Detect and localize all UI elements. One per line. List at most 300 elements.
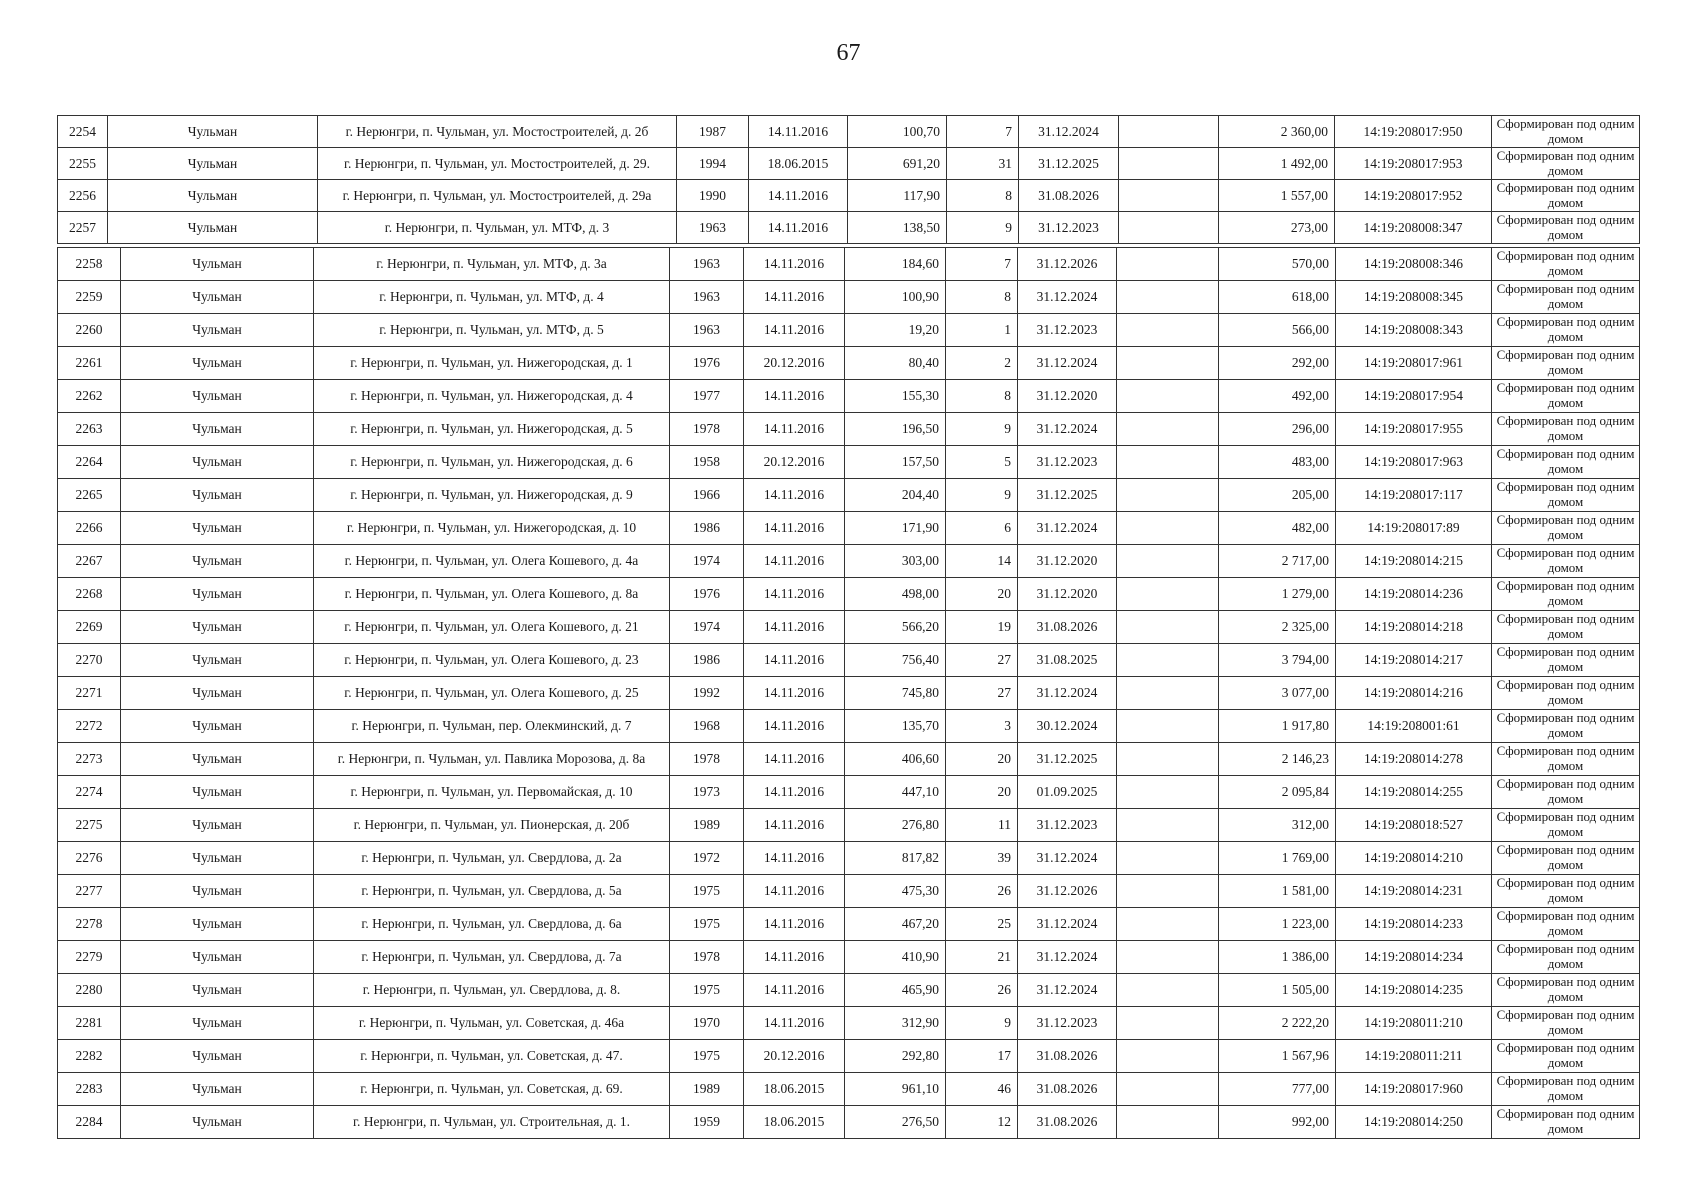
status-cell: Сформирован под одним домом xyxy=(1492,1040,1640,1073)
settlement-cell: Чульман xyxy=(121,512,314,545)
deadline-date-cell: 31.12.2024 xyxy=(1019,116,1119,148)
amount-cell: 1 567,96 xyxy=(1219,1040,1336,1073)
address-cell: г. Нерюнгри, п. Чульман, ул. Олега Кошевого, д. 8а xyxy=(314,578,670,611)
amount-cell: 1 581,00 xyxy=(1219,875,1336,908)
area-cell: 276,50 xyxy=(845,1106,946,1139)
count-cell: 9 xyxy=(946,479,1018,512)
count-cell: 1 xyxy=(946,314,1018,347)
date-cell: 14.11.2016 xyxy=(744,677,845,710)
deadline-date-cell: 31.12.2024 xyxy=(1018,677,1117,710)
amount-cell: 566,00 xyxy=(1219,314,1336,347)
empty-cell xyxy=(1117,743,1219,776)
address-cell: г. Нерюнгри, п. Чульман, ул. Павлика Морозова, д. 8а xyxy=(314,743,670,776)
settlement-cell: Чульман xyxy=(121,1073,314,1106)
registry-table-bottom xyxy=(57,247,1640,1139)
empty-cell xyxy=(1119,116,1219,148)
date-cell: 14.11.2016 xyxy=(744,1007,845,1040)
empty-cell xyxy=(1117,248,1219,281)
cadastral-number-cell: 14:19:208014:235 xyxy=(1336,974,1492,1007)
row-number: 2254 xyxy=(58,116,108,148)
area-cell: 80,40 xyxy=(845,347,946,380)
row-number: 2263 xyxy=(58,413,121,446)
status-cell: Сформирован под одним домом xyxy=(1492,212,1640,244)
area-cell: 312,90 xyxy=(845,1007,946,1040)
deadline-date-cell: 31.12.2020 xyxy=(1018,578,1117,611)
settlement-cell: Чульман xyxy=(121,380,314,413)
date-cell: 14.11.2016 xyxy=(744,710,845,743)
amount-cell: 570,00 xyxy=(1219,248,1336,281)
table-body-top xyxy=(58,116,1640,244)
area-cell: 196,50 xyxy=(845,413,946,446)
empty-cell xyxy=(1117,446,1219,479)
status-cell: Сформирован под одним домом xyxy=(1492,842,1640,875)
count-cell: 8 xyxy=(947,180,1019,212)
settlement-cell: Чульман xyxy=(121,479,314,512)
settlement-cell: Чульман xyxy=(121,644,314,677)
amount-cell: 2 222,20 xyxy=(1219,1007,1336,1040)
row-number: 2265 xyxy=(58,479,121,512)
registry-table-top xyxy=(57,115,1640,244)
date-cell: 14.11.2016 xyxy=(749,116,848,148)
deadline-date-cell: 31.12.2024 xyxy=(1018,347,1117,380)
address-cell: г. Нерюнгри, п. Чульман, ул. Мостостроителей, д. 29а xyxy=(318,180,677,212)
build-year-cell: 1968 xyxy=(670,710,744,743)
table-row xyxy=(58,578,1640,611)
cadastral-number-cell: 14:19:208014:234 xyxy=(1336,941,1492,974)
build-year-cell: 1963 xyxy=(670,248,744,281)
area-cell: 406,60 xyxy=(845,743,946,776)
address-cell: г. Нерюнгри, п. Чульман, ул. Свердлова, д. 2а xyxy=(314,842,670,875)
date-cell: 14.11.2016 xyxy=(744,842,845,875)
empty-cell xyxy=(1119,180,1219,212)
table-row xyxy=(58,413,1640,446)
deadline-date-cell: 31.12.2025 xyxy=(1018,479,1117,512)
date-cell: 14.11.2016 xyxy=(744,644,845,677)
table-row xyxy=(58,842,1640,875)
address-cell: г. Нерюнгри, п. Чульман, ул. Олега Кошевого, д. 23 xyxy=(314,644,670,677)
empty-cell xyxy=(1117,644,1219,677)
status-cell: Сформирован под одним домом xyxy=(1492,1073,1640,1106)
settlement-cell: Чульман xyxy=(121,974,314,1007)
count-cell: 8 xyxy=(946,380,1018,413)
address-cell: г. Нерюнгри, п. Чульман, ул. Олега Кошевого, д. 4а xyxy=(314,545,670,578)
address-cell: г. Нерюнгри, п. Чульман, ул. Олега Кошевого, д. 25 xyxy=(314,677,670,710)
count-cell: 9 xyxy=(946,413,1018,446)
address-cell: г. Нерюнгри, п. Чульман, ул. Свердлова, д. 8. xyxy=(314,974,670,1007)
build-year-cell: 1966 xyxy=(670,479,744,512)
date-cell: 14.11.2016 xyxy=(744,809,845,842)
count-cell: 26 xyxy=(946,974,1018,1007)
area-cell: 961,10 xyxy=(845,1073,946,1106)
empty-cell xyxy=(1117,545,1219,578)
date-cell: 14.11.2016 xyxy=(744,743,845,776)
area-cell: 303,00 xyxy=(845,545,946,578)
table-row xyxy=(58,180,1640,212)
count-cell: 26 xyxy=(946,875,1018,908)
page-number: 67 xyxy=(836,40,861,66)
deadline-date-cell: 31.12.2026 xyxy=(1018,875,1117,908)
cadastral-number-cell: 14:19:208017:961 xyxy=(1336,347,1492,380)
row-number: 2276 xyxy=(58,842,121,875)
date-cell: 14.11.2016 xyxy=(744,479,845,512)
address-cell: г. Нерюнгри, п. Чульман, пер. Олекминский, д. 7 xyxy=(314,710,670,743)
count-cell: 31 xyxy=(947,148,1019,180)
amount-cell: 483,00 xyxy=(1219,446,1336,479)
status-cell: Сформирован под одним домом xyxy=(1492,479,1640,512)
table-row xyxy=(58,809,1640,842)
amount-cell: 777,00 xyxy=(1219,1073,1336,1106)
count-cell: 7 xyxy=(947,116,1019,148)
build-year-cell: 1975 xyxy=(670,974,744,1007)
status-cell: Сформирован под одним домом xyxy=(1492,644,1640,677)
area-cell: 19,20 xyxy=(845,314,946,347)
address-cell: г. Нерюнгри, п. Чульман, ул. Свердлова, д. 7а xyxy=(314,941,670,974)
count-cell: 9 xyxy=(947,212,1019,244)
settlement-cell: Чульман xyxy=(108,212,318,244)
area-cell: 171,90 xyxy=(845,512,946,545)
deadline-date-cell: 31.12.2023 xyxy=(1018,1007,1117,1040)
cadastral-number-cell: 14:19:208017:960 xyxy=(1336,1073,1492,1106)
date-cell: 20.12.2016 xyxy=(744,446,845,479)
build-year-cell: 1975 xyxy=(670,908,744,941)
build-year-cell: 1963 xyxy=(677,212,749,244)
date-cell: 14.11.2016 xyxy=(744,974,845,1007)
deadline-date-cell: 31.12.2024 xyxy=(1018,413,1117,446)
status-cell: Сформирован под одним домом xyxy=(1492,116,1640,148)
address-cell: г. Нерюнгри, п. Чульман, ул. Свердлова, д. 5а xyxy=(314,875,670,908)
amount-cell: 1 223,00 xyxy=(1219,908,1336,941)
amount-cell: 492,00 xyxy=(1219,380,1336,413)
settlement-cell: Чульман xyxy=(121,281,314,314)
cadastral-number-cell: 14:19:208018:527 xyxy=(1336,809,1492,842)
cadastral-number-cell: 14:19:208014:233 xyxy=(1336,908,1492,941)
amount-cell: 2 360,00 xyxy=(1219,116,1335,148)
row-number: 2257 xyxy=(58,212,108,244)
area-cell: 410,90 xyxy=(845,941,946,974)
date-cell: 14.11.2016 xyxy=(744,578,845,611)
empty-cell xyxy=(1117,1007,1219,1040)
deadline-date-cell: 31.12.2024 xyxy=(1018,512,1117,545)
build-year-cell: 1973 xyxy=(670,776,744,809)
count-cell: 25 xyxy=(946,908,1018,941)
count-cell: 2 xyxy=(946,347,1018,380)
empty-cell xyxy=(1117,974,1219,1007)
deadline-date-cell: 31.12.2020 xyxy=(1018,380,1117,413)
cadastral-number-cell: 14:19:208011:210 xyxy=(1336,1007,1492,1040)
status-cell: Сформирован под одним домом xyxy=(1492,611,1640,644)
count-cell: 20 xyxy=(946,578,1018,611)
date-cell: 20.12.2016 xyxy=(744,1040,845,1073)
status-cell: Сформирован под одним домом xyxy=(1492,875,1640,908)
table-row xyxy=(58,148,1640,180)
deadline-date-cell: 31.08.2026 xyxy=(1018,1040,1117,1073)
settlement-cell: Чульман xyxy=(121,743,314,776)
empty-cell xyxy=(1117,710,1219,743)
table-row xyxy=(58,314,1640,347)
table-row xyxy=(58,743,1640,776)
cadastral-number-cell: 14:19:208014:250 xyxy=(1336,1106,1492,1139)
status-cell: Сформирован под одним домом xyxy=(1492,1007,1640,1040)
row-number: 2274 xyxy=(58,776,121,809)
deadline-date-cell: 31.08.2026 xyxy=(1018,1106,1117,1139)
settlement-cell: Чульман xyxy=(121,578,314,611)
count-cell: 14 xyxy=(946,545,1018,578)
date-cell: 20.12.2016 xyxy=(744,347,845,380)
table-row xyxy=(58,545,1640,578)
row-number: 2278 xyxy=(58,908,121,941)
amount-cell: 2 325,00 xyxy=(1219,611,1336,644)
table-row xyxy=(58,974,1640,1007)
empty-cell xyxy=(1117,1040,1219,1073)
settlement-cell: Чульман xyxy=(121,446,314,479)
row-number: 2258 xyxy=(58,248,121,281)
amount-cell: 2 146,23 xyxy=(1219,743,1336,776)
deadline-date-cell: 31.12.2025 xyxy=(1018,743,1117,776)
build-year-cell: 1959 xyxy=(670,1106,744,1139)
amount-cell: 296,00 xyxy=(1219,413,1336,446)
count-cell: 39 xyxy=(946,842,1018,875)
date-cell: 18.06.2015 xyxy=(744,1073,845,1106)
area-cell: 157,50 xyxy=(845,446,946,479)
area-cell: 100,90 xyxy=(845,281,946,314)
area-cell: 817,82 xyxy=(845,842,946,875)
settlement-cell: Чульман xyxy=(121,809,314,842)
date-cell: 14.11.2016 xyxy=(749,212,848,244)
area-cell: 475,30 xyxy=(845,875,946,908)
cadastral-number-cell: 14:19:208014:216 xyxy=(1336,677,1492,710)
settlement-cell: Чульман xyxy=(121,545,314,578)
empty-cell xyxy=(1117,611,1219,644)
amount-cell: 312,00 xyxy=(1219,809,1336,842)
address-cell: г. Нерюнгри, п. Чульман, ул. Мостостроителей, д. 2б xyxy=(318,116,677,148)
area-cell: 447,10 xyxy=(845,776,946,809)
build-year-cell: 1978 xyxy=(670,743,744,776)
date-cell: 14.11.2016 xyxy=(744,611,845,644)
row-number: 2266 xyxy=(58,512,121,545)
address-cell: г. Нерюнгри, п. Чульман, ул. Советская, д. 47. xyxy=(314,1040,670,1073)
build-year-cell: 1990 xyxy=(677,180,749,212)
settlement-cell: Чульман xyxy=(121,248,314,281)
table-row xyxy=(58,710,1640,743)
build-year-cell: 1994 xyxy=(677,148,749,180)
date-cell: 14.11.2016 xyxy=(744,380,845,413)
deadline-date-cell: 31.12.2025 xyxy=(1019,148,1119,180)
amount-cell: 292,00 xyxy=(1219,347,1336,380)
build-year-cell: 1976 xyxy=(670,347,744,380)
area-cell: 292,80 xyxy=(845,1040,946,1073)
area-cell: 155,30 xyxy=(845,380,946,413)
amount-cell: 1 505,00 xyxy=(1219,974,1336,1007)
area-cell: 745,80 xyxy=(845,677,946,710)
cadastral-number-cell: 14:19:208008:346 xyxy=(1336,248,1492,281)
deadline-date-cell: 31.12.2024 xyxy=(1018,842,1117,875)
amount-cell: 482,00 xyxy=(1219,512,1336,545)
amount-cell: 618,00 xyxy=(1219,281,1336,314)
status-cell: Сформирован под одним домом xyxy=(1492,776,1640,809)
table-body-bottom xyxy=(58,248,1640,1139)
row-number: 2277 xyxy=(58,875,121,908)
table-row xyxy=(58,248,1640,281)
status-cell: Сформирован под одним домом xyxy=(1492,281,1640,314)
status-cell: Сформирован под одним домом xyxy=(1492,677,1640,710)
cadastral-number-cell: 14:19:208017:954 xyxy=(1336,380,1492,413)
amount-cell: 1 492,00 xyxy=(1219,148,1335,180)
build-year-cell: 1977 xyxy=(670,380,744,413)
status-cell: Сформирован под одним домом xyxy=(1492,148,1640,180)
deadline-date-cell: 31.12.2020 xyxy=(1018,545,1117,578)
build-year-cell: 1978 xyxy=(670,941,744,974)
count-cell: 27 xyxy=(946,644,1018,677)
empty-cell xyxy=(1117,380,1219,413)
count-cell: 8 xyxy=(946,281,1018,314)
empty-cell xyxy=(1117,809,1219,842)
cadastral-number-cell: 14:19:208014:255 xyxy=(1336,776,1492,809)
address-cell: г. Нерюнгри, п. Чульман, ул. Советская, д. 46а xyxy=(314,1007,670,1040)
deadline-date-cell: 31.12.2026 xyxy=(1018,248,1117,281)
status-cell: Сформирован под одним домом xyxy=(1492,809,1640,842)
settlement-cell: Чульман xyxy=(121,776,314,809)
empty-cell xyxy=(1117,776,1219,809)
table-row xyxy=(58,347,1640,380)
settlement-cell: Чульман xyxy=(121,875,314,908)
date-cell: 14.11.2016 xyxy=(749,180,848,212)
row-number: 2270 xyxy=(58,644,121,677)
row-number: 2259 xyxy=(58,281,121,314)
count-cell: 3 xyxy=(946,710,1018,743)
amount-cell: 2 717,00 xyxy=(1219,545,1336,578)
table-row xyxy=(58,1040,1640,1073)
cadastral-number-cell: 14:19:208008:343 xyxy=(1336,314,1492,347)
count-cell: 46 xyxy=(946,1073,1018,1106)
row-number: 2273 xyxy=(58,743,121,776)
deadline-date-cell: 31.12.2023 xyxy=(1018,446,1117,479)
table-row xyxy=(58,1073,1640,1106)
row-number: 2281 xyxy=(58,1007,121,1040)
amount-cell: 992,00 xyxy=(1219,1106,1336,1139)
count-cell: 27 xyxy=(946,677,1018,710)
count-cell: 5 xyxy=(946,446,1018,479)
empty-cell xyxy=(1119,212,1219,244)
deadline-date-cell: 31.12.2024 xyxy=(1018,281,1117,314)
cadastral-number-cell: 14:19:208008:345 xyxy=(1336,281,1492,314)
row-number: 2261 xyxy=(58,347,121,380)
empty-cell xyxy=(1117,875,1219,908)
build-year-cell: 1972 xyxy=(670,842,744,875)
status-cell: Сформирован под одним домом xyxy=(1492,380,1640,413)
row-number: 2282 xyxy=(58,1040,121,1073)
date-cell: 14.11.2016 xyxy=(744,512,845,545)
count-cell: 21 xyxy=(946,941,1018,974)
cadastral-number-cell: 14:19:208014:215 xyxy=(1336,545,1492,578)
settlement-cell: Чульман xyxy=(121,314,314,347)
table-row xyxy=(58,212,1640,244)
empty-cell xyxy=(1117,314,1219,347)
empty-cell xyxy=(1117,281,1219,314)
deadline-date-cell: 31.08.2026 xyxy=(1019,180,1119,212)
status-cell: Сформирован под одним домом xyxy=(1492,347,1640,380)
row-number: 2279 xyxy=(58,941,121,974)
area-cell: 276,80 xyxy=(845,809,946,842)
row-number: 2268 xyxy=(58,578,121,611)
build-year-cell: 1974 xyxy=(670,545,744,578)
settlement-cell: Чульман xyxy=(108,180,318,212)
build-year-cell: 1975 xyxy=(670,1040,744,1073)
cadastral-number-cell: 14:19:208008:347 xyxy=(1335,212,1492,244)
cadastral-number-cell: 14:19:208017:950 xyxy=(1335,116,1492,148)
address-cell: г. Нерюнгри, п. Чульман, ул. Нижегородская, д. 10 xyxy=(314,512,670,545)
table-row xyxy=(58,644,1640,677)
address-cell: г. Нерюнгри, п. Чульман, ул. Нижегородская, д. 4 xyxy=(314,380,670,413)
amount-cell: 1 769,00 xyxy=(1219,842,1336,875)
settlement-cell: Чульман xyxy=(121,842,314,875)
empty-cell xyxy=(1117,1073,1219,1106)
cadastral-number-cell: 14:19:208017:89 xyxy=(1336,512,1492,545)
build-year-cell: 1986 xyxy=(670,644,744,677)
row-number: 2260 xyxy=(58,314,121,347)
date-cell: 18.06.2015 xyxy=(744,1106,845,1139)
status-cell: Сформирован под одним домом xyxy=(1492,743,1640,776)
cadastral-number-cell: 14:19:208017:952 xyxy=(1335,180,1492,212)
area-cell: 465,90 xyxy=(845,974,946,1007)
count-cell: 19 xyxy=(946,611,1018,644)
cadastral-number-cell: 14:19:208011:211 xyxy=(1336,1040,1492,1073)
deadline-date-cell: 31.12.2023 xyxy=(1018,314,1117,347)
address-cell: г. Нерюнгри, п. Чульман, ул. Первомайская, д. 10 xyxy=(314,776,670,809)
table-row xyxy=(58,512,1640,545)
deadline-date-cell: 31.08.2026 xyxy=(1018,611,1117,644)
table-row xyxy=(58,380,1640,413)
date-cell: 14.11.2016 xyxy=(744,875,845,908)
empty-cell xyxy=(1117,1106,1219,1139)
deadline-date-cell: 01.09.2025 xyxy=(1018,776,1117,809)
address-cell: г. Нерюнгри, п. Чульман, ул. МТФ, д. 3а xyxy=(314,248,670,281)
area-cell: 467,20 xyxy=(845,908,946,941)
empty-cell xyxy=(1117,347,1219,380)
row-number: 2256 xyxy=(58,180,108,212)
cadastral-number-cell: 14:19:208014:231 xyxy=(1336,875,1492,908)
address-cell: г. Нерюнгри, п. Чульман, ул. Свердлова, д. 6а xyxy=(314,908,670,941)
amount-cell: 1 279,00 xyxy=(1219,578,1336,611)
deadline-date-cell: 31.12.2023 xyxy=(1018,809,1117,842)
address-cell: г. Нерюнгри, п. Чульман, ул. МТФ, д. 3 xyxy=(318,212,677,244)
count-cell: 12 xyxy=(946,1106,1018,1139)
amount-cell: 3 077,00 xyxy=(1219,677,1336,710)
settlement-cell: Чульман xyxy=(121,677,314,710)
deadline-date-cell: 31.12.2024 xyxy=(1018,908,1117,941)
status-cell: Сформирован под одним домом xyxy=(1492,413,1640,446)
address-cell: г. Нерюнгри, п. Чульман, ул. Мостостроителей, д. 29. xyxy=(318,148,677,180)
address-cell: г. Нерюнгри, п. Чульман, ул. Строительная, д. 1. xyxy=(314,1106,670,1139)
status-cell: Сформирован под одним домом xyxy=(1492,512,1640,545)
count-cell: 17 xyxy=(946,1040,1018,1073)
area-cell: 135,70 xyxy=(845,710,946,743)
deadline-date-cell: 31.08.2026 xyxy=(1018,1073,1117,1106)
cadastral-number-cell: 14:19:208001:61 xyxy=(1336,710,1492,743)
address-cell: г. Нерюнгри, п. Чульман, ул. Олега Кошевого, д. 21 xyxy=(314,611,670,644)
row-number: 2283 xyxy=(58,1073,121,1106)
build-year-cell: 1992 xyxy=(670,677,744,710)
area-cell: 566,20 xyxy=(845,611,946,644)
area-cell: 100,70 xyxy=(848,116,947,148)
cadastral-number-cell: 14:19:208014:210 xyxy=(1336,842,1492,875)
deadline-date-cell: 31.12.2024 xyxy=(1018,941,1117,974)
row-number: 2262 xyxy=(58,380,121,413)
build-year-cell: 1958 xyxy=(670,446,744,479)
table-row xyxy=(58,1007,1640,1040)
count-cell: 7 xyxy=(946,248,1018,281)
row-number: 2284 xyxy=(58,1106,121,1139)
status-cell: Сформирован под одним домом xyxy=(1492,941,1640,974)
